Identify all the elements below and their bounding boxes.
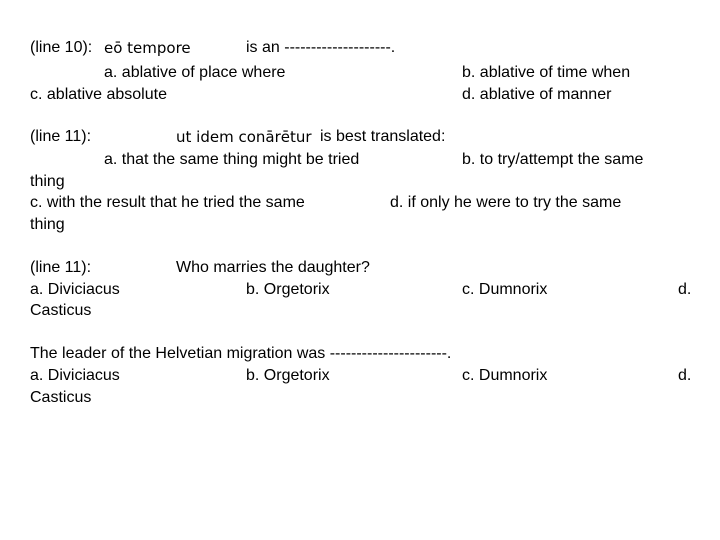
q4-option-c: c. Dumnorix (462, 367, 548, 384)
q2-line-ref: (line 11): (30, 128, 92, 145)
q3-option-a: a. Diviciacus (30, 281, 120, 298)
q2-option-b: b. to try/attempt the same (462, 151, 644, 168)
q4-stem: The leader of the Helvetian migration was ----------------------. (30, 345, 452, 362)
q2-option-b-continuation: thing (30, 173, 65, 190)
q3-stem: Who marries the daughter? (176, 259, 370, 276)
q4-option-b: b. Orgetorix (246, 367, 330, 384)
q1-option-c: c. ablative absolute (30, 86, 167, 103)
q3-option-d-continuation: Casticus (30, 302, 92, 319)
q3-option-b: b. Orgetorix (246, 281, 330, 298)
q1-option-a: a. ablative of place where (104, 64, 286, 81)
q3-line-ref: (line 11): (30, 259, 92, 276)
q4-option-d-continuation: Casticus (30, 389, 92, 406)
q3-option-c: c. Dumnorix (462, 281, 548, 298)
q1-line-ref: (line 10): (30, 39, 93, 56)
q1-stem: is an --------------------. (246, 39, 396, 56)
q2-latin-phrase: ut idem conārētur (176, 128, 312, 146)
q4-option-d: d. (678, 367, 692, 384)
q4-option-a: a. Diviciacus (30, 367, 120, 384)
q2-option-d: d. if only he were to try the same (390, 194, 622, 211)
q2-option-c-continuation: thing (30, 216, 65, 233)
q3-option-d: d. (678, 281, 692, 298)
q1-option-d: d. ablative of manner (462, 86, 612, 103)
q1-option-b: b. ablative of time when (462, 64, 631, 81)
q1-latin-phrase: eō tempore (104, 39, 191, 57)
q2-option-c: c. with the result that he tried the same (30, 194, 305, 211)
q2-option-a: a. that the same thing might be tried (104, 151, 360, 168)
q2-stem: is best translated: (320, 128, 446, 145)
